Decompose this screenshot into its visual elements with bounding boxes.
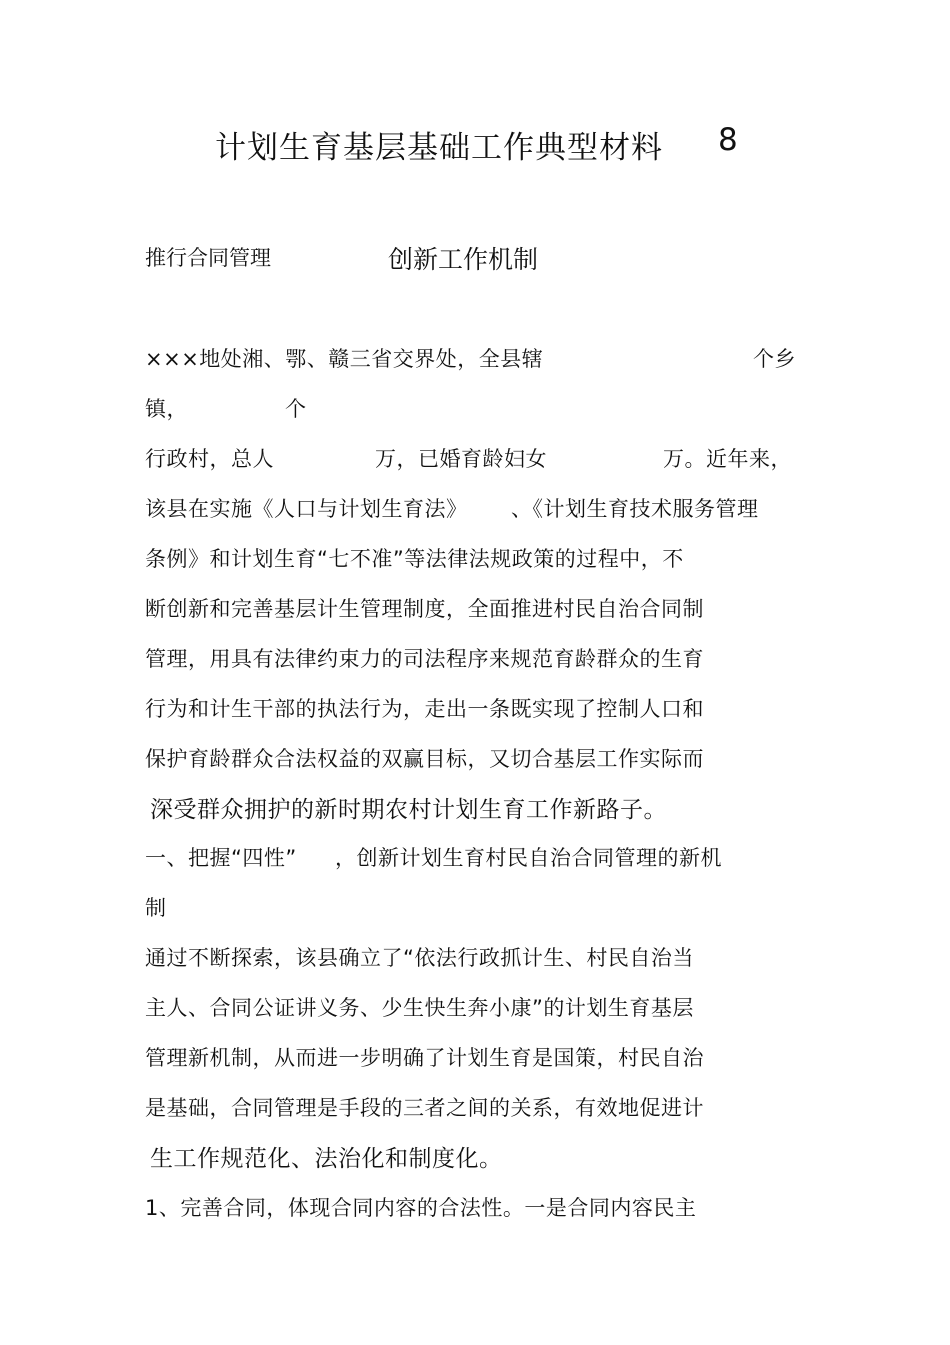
line-text: 万。近年来， <box>663 447 792 471</box>
line-text: 该县在实施《人口与计划生育法》 <box>145 497 468 521</box>
line-text: 保护育龄群众合法权益的双赢目标，又切合基层工作实际而 <box>145 747 704 771</box>
line-text: 镇， <box>145 397 188 421</box>
line-text: 管理，用具有法律约束力的司法程序来规范育龄群众的生育 <box>145 647 704 671</box>
line-text: 是基础，合同管理是手段的三者之间的关系，有效地促进计 <box>145 1096 704 1120</box>
line-text: ，创新计划生育村民自治合同管理的新机 <box>335 846 722 870</box>
title-text: 计划生育基层基础工作典型材料 <box>215 130 663 166</box>
line-text: 个乡 <box>753 347 796 371</box>
line-text: 条例》和计划生育“七不准”等法律法规政策的过程中，不 <box>145 547 684 571</box>
line-text: 深受群众拥护的新时期农村计划生育工作新路子。 <box>150 797 667 823</box>
document-title <box>0 122 950 166</box>
line-text: 制 <box>145 896 167 920</box>
line-text: 断创新和完善基层计生管理制度，全面推进村民自治合同制 <box>145 597 704 621</box>
line-text: ×××地处湘、鄂、赣三省交界处，全县辖 <box>145 347 544 371</box>
line-text: 通过不断探索，该县确立了“依法行政抓计生、村民自治当 <box>145 946 694 970</box>
line-text: 个 <box>285 397 307 421</box>
line-text: 主人、合同公证讲义务、少生快生奔小康”的计划生育基层 <box>145 996 694 1020</box>
line-text: 管理新机制，从而进一步明确了计划生育是国策，村民自治 <box>145 1046 704 1070</box>
line-text: 生工作规范化、法治化和制度化。 <box>150 1146 503 1172</box>
line-text: 一、把握“四性” <box>145 846 297 870</box>
line-text: 万，已婚育龄妇女 <box>375 447 547 471</box>
line-text: 行为和计生干部的执法行为，走出一条既实现了控制人口和 <box>145 697 704 721</box>
line-text: 1、完善合同，体现合同内容的合法性。一是合同内容民主 <box>145 1196 697 1220</box>
subtitle-left: 推行合同管理 <box>145 246 271 270</box>
document-subtitle <box>0 240 950 274</box>
line-text: 行政村，总人 <box>145 447 274 471</box>
line-text: 、《计划生育技术服务管理 <box>511 497 759 521</box>
title-number: 8 <box>718 122 738 158</box>
subtitle-right: 创新工作机制 <box>388 245 539 274</box>
